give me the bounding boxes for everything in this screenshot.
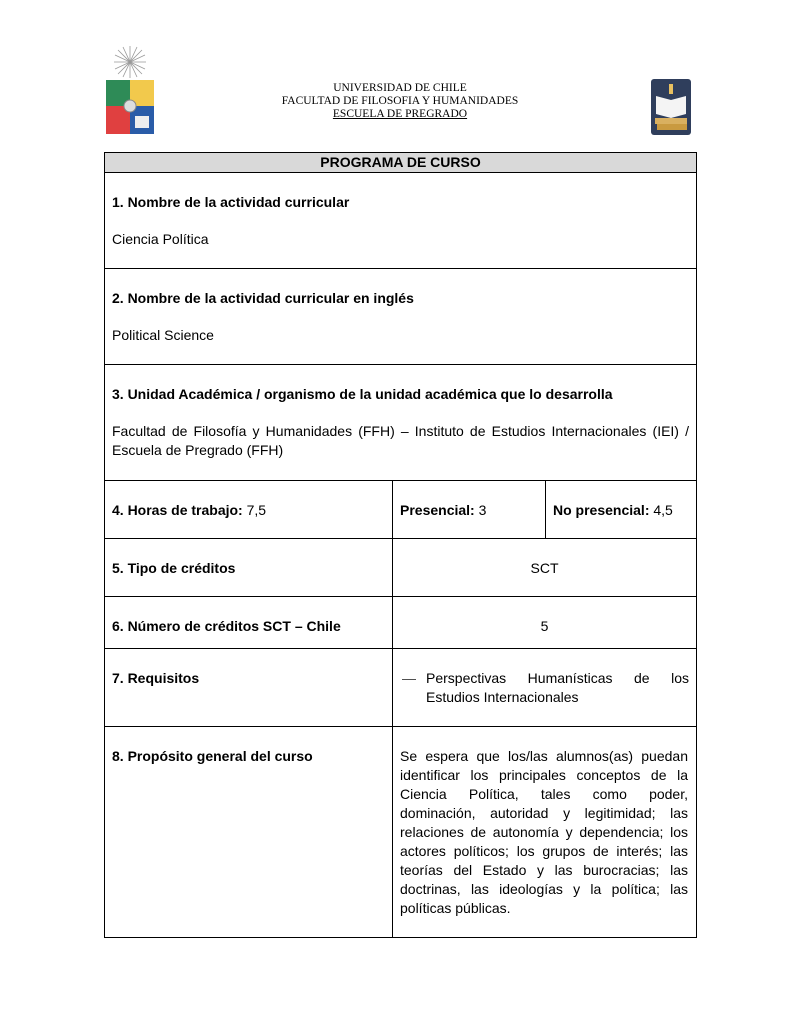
field-value: Facultad de Filosofía y Humanidades (FFH) – Instituto de Estudios Internacionales (IEI) / Escuela de Pregrado (FFH) [112, 423, 689, 458]
faculty-book-logo [650, 78, 692, 136]
requirements-cell [392, 648, 697, 727]
bullet-dash: — [402, 670, 416, 686]
credit-number-value: 5 [392, 596, 697, 649]
field-label: 1. Nombre de la actividad curricular [112, 194, 350, 210]
field-value: 3 [474, 502, 487, 518]
faculty-name: FACULTAD DE FILOSOFIA Y HUMANIDADES [281, 95, 519, 107]
field-value: Ciencia Política [112, 231, 209, 247]
row-academic-unit [104, 364, 697, 481]
non-presential-hours-cell [545, 480, 697, 539]
field-label: 4. Horas de trabajo: [112, 502, 243, 518]
requirement-item: Perspectivas Humanísticas de los Estudios Internacionales [426, 670, 689, 705]
field-label: No presencial: [553, 502, 650, 518]
credit-type-label: 5. Tipo de créditos [104, 538, 393, 597]
field-value: 4,5 [649, 502, 673, 518]
field-value: 7,5 [242, 502, 267, 518]
field-label: Presencial: [400, 502, 475, 518]
field-value: Political Science [112, 327, 214, 343]
presential-hours-cell [392, 480, 546, 539]
credit-type-value: SCT [392, 538, 697, 597]
purpose-label: 8. Propósito general del curso [104, 726, 393, 938]
field-label: 3. Unidad Académica / organismo de la unidad académica que lo desarrolla [112, 386, 613, 402]
university-name: UNIVERSIDAD DE CHILE [333, 82, 467, 94]
credit-number-label: 6. Número de créditos SCT – Chile [104, 596, 393, 649]
work-hours-cell [104, 480, 393, 539]
row-activity-name [104, 172, 697, 269]
requirements-label: 7. Requisitos [104, 648, 393, 727]
table-title: PROGRAMA DE CURSO [104, 152, 697, 173]
row-activity-name-english [104, 268, 697, 365]
purpose-value: Se espera que los/las alumnos(as) puedan identificar los principales conceptos de la Ciencia Política, tales como poder, dominación, autoridad y legitimidad; las relaciones de autonomía y dependencia; los actores políticos; los grupos de interés; las teorías del Estado y las burocracias; las doctrinas, las ideologías y la política; las políticas públicas. [392, 726, 697, 938]
school-name: ESCUELA DE PREGRADO [332, 108, 468, 120]
field-label: 2. Nombre de la actividad curricular en inglés [112, 290, 414, 306]
